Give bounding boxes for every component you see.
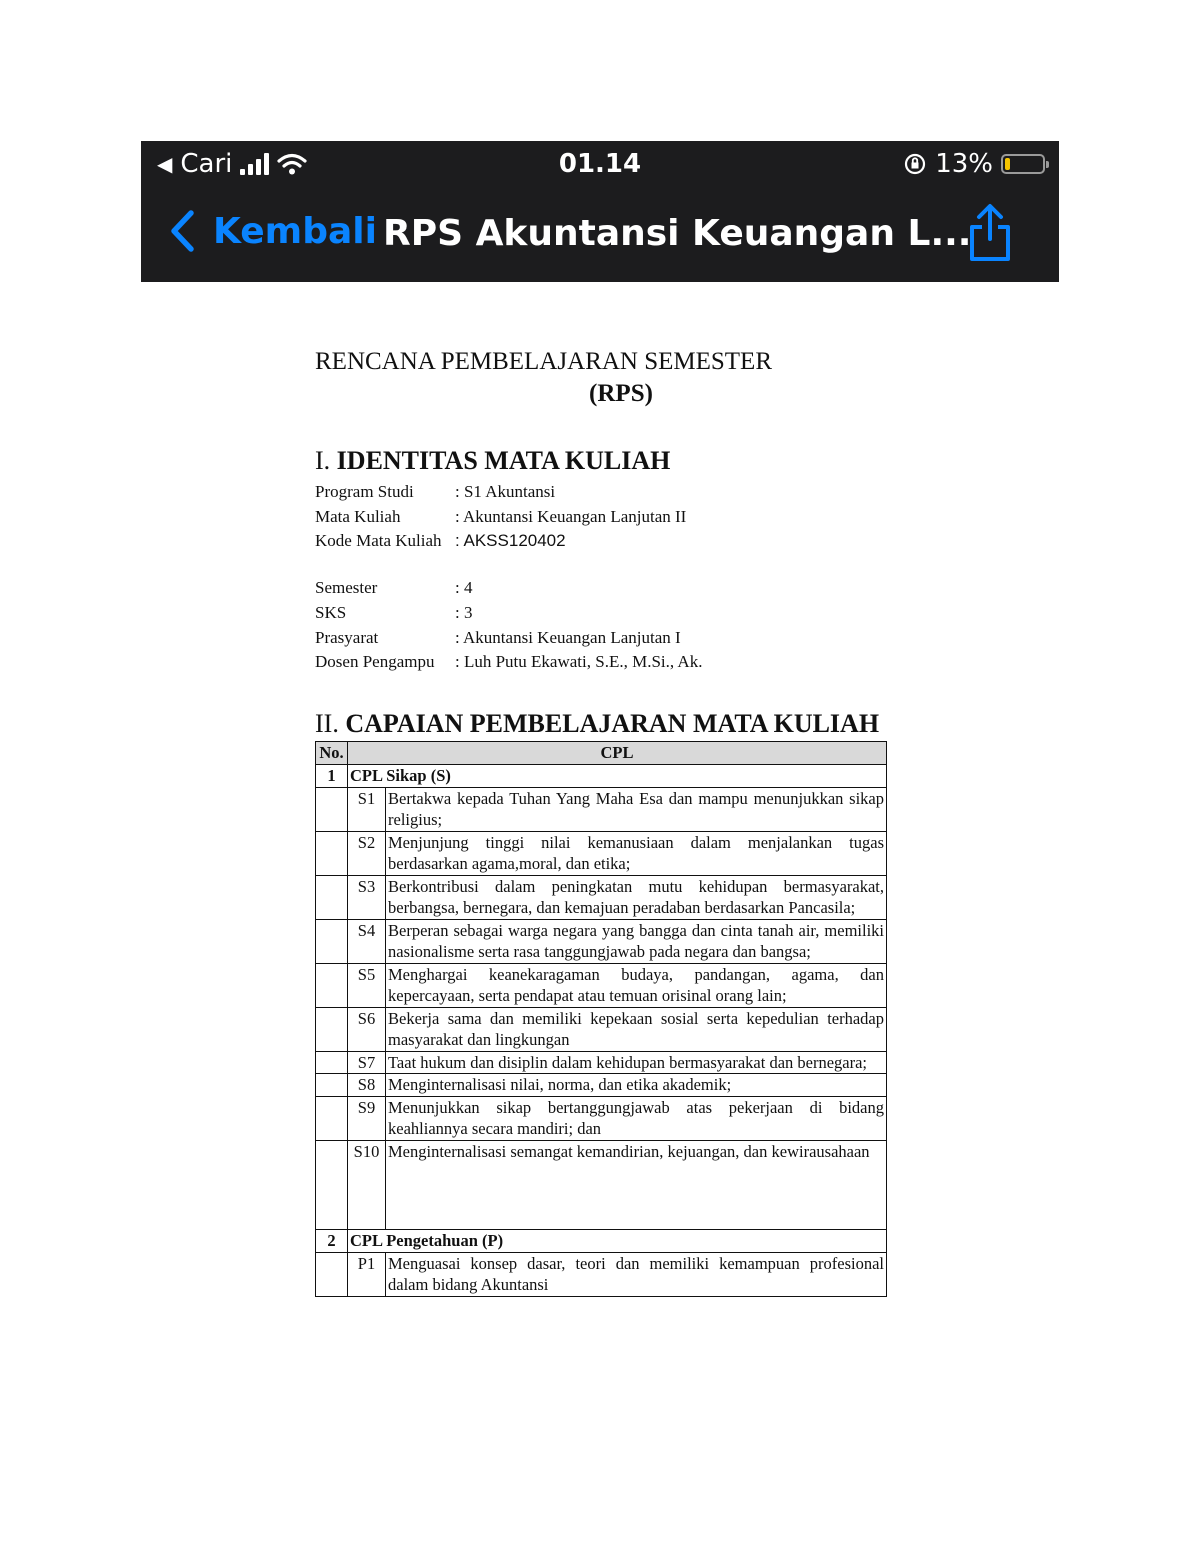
identity-key: Kode Mata Kuliah: [315, 531, 442, 551]
cpl-text: Bekerja sama dan memiliki kepekaan sosial serta kepedulian terhadap masyarakat dan lingkungan: [386, 1007, 887, 1051]
group-number: 2: [316, 1229, 348, 1252]
identity-row: [315, 529, 895, 554]
cpl-code: S10: [348, 1140, 386, 1229]
identity-value: : 4: [455, 578, 473, 598]
identity-row: [315, 601, 895, 626]
nav-bar: [141, 197, 1059, 275]
status-bar: [141, 141, 1059, 189]
identity-key: Prasyarat: [315, 627, 379, 647]
cpl-code: S5: [348, 963, 386, 1007]
identity-value: : S1 Akuntansi: [455, 482, 556, 501]
cpl-code: S6: [348, 1007, 386, 1051]
group-number: 1: [316, 764, 348, 787]
identity-block-a: [315, 480, 895, 554]
table-row: [316, 875, 887, 919]
identity-block-b: [315, 576, 895, 675]
cpl-code: S2: [348, 831, 386, 875]
identity-key: Dosen Pengampu: [315, 652, 435, 672]
table-row: [316, 919, 887, 963]
cpl-table: [315, 741, 887, 1297]
share-icon: [967, 203, 1013, 263]
identity-row: [315, 576, 895, 601]
back-button[interactable]: [169, 209, 377, 253]
header-no: No.: [316, 741, 348, 764]
battery-level-fill: [1005, 158, 1010, 170]
group-title: CPL Sikap (S): [348, 764, 887, 787]
cpl-text: Menguasai konsep dasar, teori dan memiliki kemampuan profesional dalam bidang Akuntansi: [386, 1252, 887, 1296]
back-arrow-icon[interactable]: ◀: [157, 152, 173, 176]
group-title: CPL Pengetahuan (P): [348, 1229, 887, 1252]
cpl-text: Menunjukkan sikap bertanggungjawab atas pekerjaan di bidang keahliannya secara mandiri; dan: [386, 1096, 887, 1140]
table-row: [316, 1051, 887, 1074]
identity-key: SKS: [315, 602, 347, 622]
cpl-code: S1: [348, 787, 386, 831]
share-button[interactable]: [967, 203, 1013, 267]
nav-title: RPS Akuntansi Keuangan L...: [383, 213, 972, 254]
section1-heading: I. IDENTITAS MATA KULIAH: [315, 446, 671, 475]
back-app-label[interactable]: Cari: [180, 149, 233, 179]
cpl-text: Menginternalisasi nilai, norma, dan etika akademik;: [386, 1074, 887, 1097]
identity-row: [315, 650, 895, 675]
identity-key: Semester: [315, 578, 378, 598]
status-right: [903, 149, 1045, 179]
doc-title-line1: RENCANA PEMBELAJARAN SEMESTER: [315, 348, 772, 375]
phone-header: [141, 141, 1059, 282]
table-row: [316, 1252, 887, 1296]
battery-icon: [1001, 154, 1045, 174]
table-row: [316, 1007, 887, 1051]
cpl-text: Berperan sebagai warga negara yang bangga dan cinta tanah air, memiliki nasionalisme serta rasa tanggungjawab pada negara dan bangsa;: [386, 919, 887, 963]
cpl-code: S3: [348, 875, 386, 919]
section2-heading: II. CAPAIAN PEMBELAJARAN MATA KULIAH: [315, 708, 880, 738]
document-page: [315, 346, 895, 1297]
cpl-text: Menghargai keanekaragaman budaya, pandangan, agama, dan kepercayaan, serta pendapat atau temuan orisinal orang lain;: [386, 963, 887, 1007]
battery-percent: 13%: [935, 149, 993, 179]
cpl-code: S4: [348, 919, 386, 963]
cpl-code: S9: [348, 1096, 386, 1140]
identity-value: : Akuntansi Keuangan Lanjutan I: [455, 627, 681, 647]
table-row: [316, 1074, 887, 1097]
cpl-table-body: [316, 764, 887, 1296]
identity-row: [315, 480, 895, 505]
doc-title-line2: (RPS): [589, 380, 653, 407]
identity-row: [315, 505, 895, 530]
status-time: 01.14: [558, 149, 642, 179]
identity-key: Program Studi: [315, 482, 414, 501]
identity-key: Mata Kuliah: [315, 506, 401, 526]
identity-row: [315, 626, 895, 651]
cpl-text: Taat hukum dan disiplin dalam kehidupan bermasyarakat dan bernegara;: [386, 1051, 887, 1074]
cpl-text: Menginternalisasi semangat kemandirian, kejuangan, dan kewirausahaan: [386, 1140, 887, 1229]
identity-value: : 3: [455, 602, 473, 622]
back-label: Kembali: [213, 210, 377, 252]
table-group-row: [316, 1229, 887, 1252]
chevron-left-icon: [169, 209, 195, 253]
identity-value: : Luh Putu Ekawati, S.E., M.Si., Ak.: [455, 652, 703, 672]
table-row: [316, 1096, 887, 1140]
cpl-code: S8: [348, 1074, 386, 1097]
identity-value: : Akuntansi Keuangan Lanjutan II: [455, 506, 687, 526]
header-cpl: CPL: [348, 741, 887, 764]
table-header-row: [316, 741, 887, 764]
table-row: [316, 963, 887, 1007]
cpl-code: S7: [348, 1051, 386, 1074]
identity-value: : AKSS120402: [455, 531, 566, 551]
cpl-text: Berkontribusi dalam peningkatan mutu kehidupan bermasyarakat, berbangsa, bernegara, dan kemajuan peradaban berdasarkan Pancasila;: [386, 875, 887, 919]
table-row: [316, 831, 887, 875]
table-row: [316, 1140, 887, 1229]
cpl-code: P1: [348, 1252, 386, 1296]
table-group-row: [316, 764, 887, 787]
table-row: [316, 787, 887, 831]
cpl-text: Menjunjung tinggi nilai kemanusiaan dalam menjalankan tugas berdasarkan agama,moral, dan etika;: [386, 831, 887, 875]
cpl-text: Bertakwa kepada Tuhan Yang Maha Esa dan mampu menunjukkan sikap religius;: [386, 787, 887, 831]
orientation-lock-icon: [903, 152, 927, 176]
